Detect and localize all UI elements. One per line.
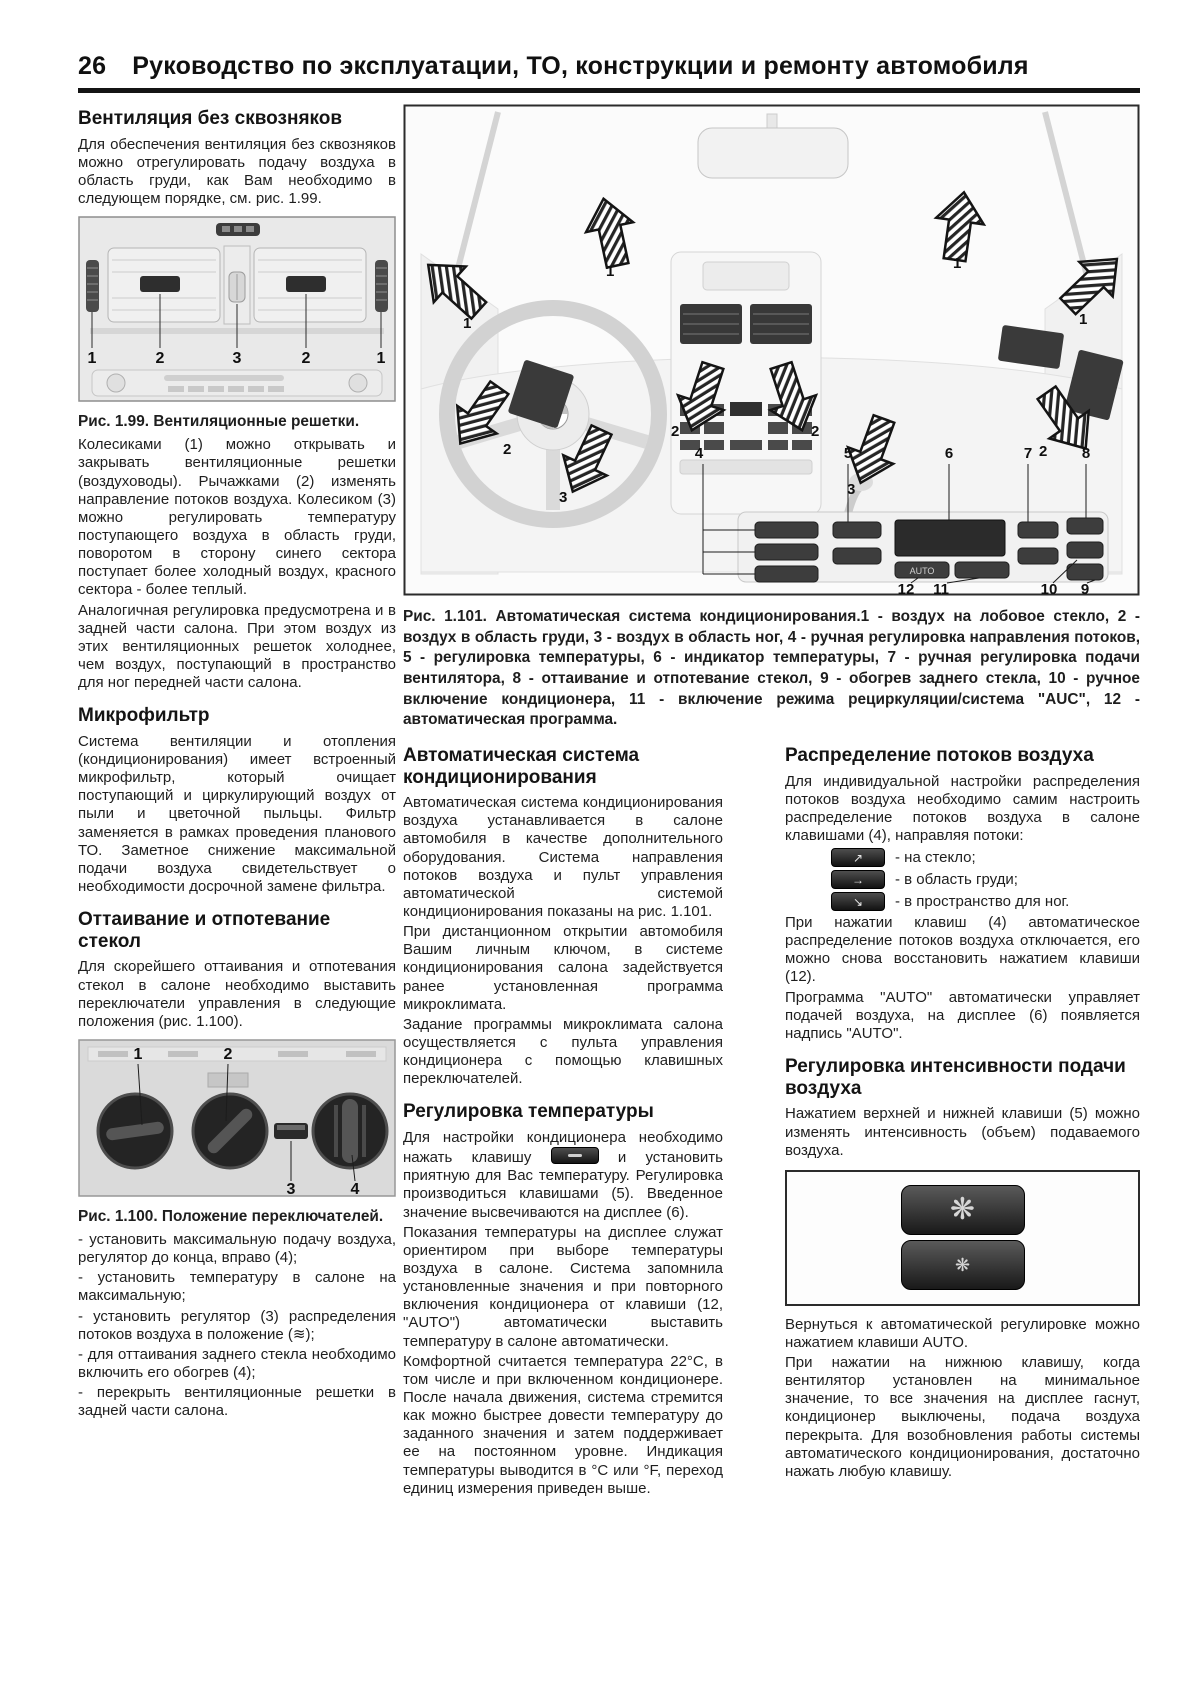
svg-text:12: 12	[897, 581, 915, 596]
svg-text:2: 2	[1039, 443, 1048, 460]
defrost-key	[1067, 518, 1103, 534]
paragraph: Вернуться к автоматической регулировке можно нажатием клавиши AUTO.	[785, 1315, 1140, 1351]
temp-up-key	[833, 522, 881, 538]
fan-down-key	[1018, 548, 1058, 564]
fig100-caption: Рис. 1.100. Положение переключателей.	[78, 1208, 384, 1225]
page-header	[78, 52, 1140, 93]
flow-key-windshield	[755, 522, 818, 538]
temperature-key-icon	[551, 1147, 599, 1164]
svg-text:2: 2	[811, 423, 820, 440]
temperature-display	[895, 520, 1005, 556]
section-heading-intensity: Регулировка интенсивности подачи воздуха	[785, 1056, 1126, 1099]
right-column	[785, 743, 1140, 1500]
paragraph: При нажатии клавиш (4) автоматическое распределение потоков воздуха отключается, его можно снова восстановить нажатием клавиши (12).	[785, 914, 1140, 986]
fig99-caption: Рис. 1.99. Вентиляционные решетки.	[78, 413, 360, 431]
svg-text:9: 9	[1080, 581, 1090, 596]
paragraph: Для обеспечения вентиляция без сквозняков можно отрегулировать подачу воздуха в область груди, как Вам необходимо в следующем порядке, см. рис. 1.99.	[78, 135, 396, 208]
paragraph: Для индивидуальной настройки распределения потоков воздуха необходимо самим настроить распределение потоков воздуха в салоне клавишами (4), направляя потоки:	[785, 772, 1140, 844]
flow-key-chest	[755, 544, 818, 560]
page-title: Руководство по эксплуатации, ТО, конструкции и ремонту автомобиля	[132, 52, 1029, 80]
svg-text:5: 5	[843, 445, 853, 462]
middle-column	[403, 743, 723, 1500]
svg-text:3: 3	[847, 481, 856, 498]
fan-decrease-key	[901, 1240, 1025, 1290]
feet-flow-key-icon: ↘	[831, 892, 885, 911]
list-item: - установить максимальную подачу воздуха, регулятор до конца, вправо (4);	[78, 1231, 396, 1267]
paragraph: Автоматическая система кондиционирования воздуха устанавливается в салоне автомобиля в качестве дополнительного оборудования. Система направления потоков воздуха и пульт управления автоматической системой кондиционирования показаны на рис. 1.101.	[403, 794, 723, 920]
paragraph: Система вентиляции и отопления (кондиционирования) имеет встроенный микрофильтр, который очищает поступающий и циркулирующий воздух от пыли и цветочной пыльцы. Фильтр заменяется в рамках проведения планового ТО. Заметное снижение максимальной подачи воздуха свидетельствует о необходимости досрочной замене фильтра.	[78, 732, 396, 895]
figure-1-99	[78, 216, 396, 432]
paragraph: При нажатии на нижнюю клавишу, когда вентилятор установлен на минимальное значение, то все значения на дисплее гаснут, кондиционер выключены, подача воздуха перекрыта. Для возобновления работы системы автоматического кондиционирования, достаточно нажать любую клавишу.	[785, 1354, 1140, 1480]
list-item: - для оттаивания заднего стекла необходимо включить его обогрев (4);	[78, 1345, 396, 1381]
section-heading-flow: Распределение потоков воздуха	[785, 744, 1094, 766]
list-item: - установить регулятор (3) распределения потоков воздуха в положение (≋);	[78, 1307, 396, 1343]
paragraph: Колесиками (1) можно открывать и закрывать вентиляционные решетки (воздуховоды). Рычажками (2) изменять направление потоков воздуха. Колесиком (3) можно регулировать температуру поступающего воздуха в область груди, поворотом в сторону синего сектора поступает более холодный воздух, красного сектора - более теплый.	[78, 436, 396, 599]
paragraph: При дистанционном открытии автомобиля Вашим личным ключом, в системе кондиционирования салона задействуется ранее установленная программа микроклимата.	[403, 923, 723, 1013]
fig100-label-2: 2	[223, 1046, 233, 1063]
control-knobs-illustration	[78, 1039, 396, 1197]
section-heading-defrost: Оттаивание и отпотевание стекол	[78, 909, 331, 952]
fan-increase-key	[901, 1185, 1025, 1235]
flow-option-windshield	[831, 848, 1140, 867]
svg-text:6: 6	[944, 445, 954, 462]
temp-down-key	[833, 548, 881, 564]
windshield-flow-key-icon: ↗	[831, 848, 885, 867]
fig100-label-3: 3	[286, 1181, 296, 1197]
fan-icon: ❋	[954, 1255, 971, 1276]
rear-defrost-key	[1067, 564, 1103, 580]
section-heading-ventilation: Вентиляция без сквозняков	[78, 108, 343, 129]
fan-up-key	[1018, 522, 1058, 538]
paragraph: Задание программы микроклимата салона осуществляется с пульта управления кондиционера с помощью клавишных переключателей.	[403, 1015, 723, 1088]
paragraph: Комфортной считается температура 22°C, в том числе и при включенном кондиционере. После начала движения, система стремится как можно быстрее довести температуру до заданного значения и затем поддерживает ее на постоянном уровне. Индикация температуры выводится в °C или °F, переход единиц измерения приведен выше.	[403, 1352, 723, 1497]
list-item: - перекрыть вентиляционные решетки в задней части салона.	[78, 1384, 396, 1420]
flow-option-chest	[831, 870, 1140, 889]
section-heading-temp: Регулировка температуры	[403, 1101, 654, 1123]
flow-key-feet	[755, 566, 818, 582]
fig99-label-2: 2	[155, 350, 165, 368]
fig100-label-4: 4	[350, 1181, 360, 1197]
svg-text:7: 7	[1023, 445, 1033, 462]
flow-option-label: - в пространство для ног.	[895, 893, 1070, 911]
right-area	[403, 104, 1140, 1500]
text-after-key: и установить приятную для Вас температуру. Регулировка производиться клавишами (5). Введенное значение высвечиваются на дисплее (6).	[403, 1149, 723, 1221]
svg-text:1: 1	[1079, 311, 1088, 328]
list-item: - установить температуру в салоне на максимальную;	[78, 1269, 396, 1305]
flow-option-feet	[831, 892, 1140, 911]
paragraph: Нажатием верхней и нижней клавиши (5) можно изменять интенсивность (объем) подаваемого воздуха.	[785, 1105, 1140, 1159]
auto-key-label: AUTO	[909, 566, 935, 576]
paragraph: Аналогичная регулировка предусмотрена и в задней части салона. При этом воздух из этих вентиляционных решеток холоднее, чем воздух, поступающий в пространство для ног передней части салона.	[78, 601, 396, 692]
fan-keys-figure	[785, 1170, 1140, 1306]
ac-key	[1067, 542, 1103, 558]
fig99-label-3: 3	[232, 350, 242, 368]
fan-icon: ❋	[949, 1193, 976, 1227]
paragraph: Программа "AUTO" автоматически управляет подачей воздуха, на дисплее (6) появляется надпись "AUTO".	[785, 988, 1140, 1042]
flow-option-label: - в область груди;	[895, 871, 1018, 889]
svg-text:2: 2	[671, 423, 680, 440]
fig100-label-1: 1	[133, 1046, 143, 1063]
section-heading-microfilter: Микрофильтр	[78, 705, 210, 727]
right-vent-lever	[286, 276, 326, 292]
climate-system-illustration	[403, 104, 1140, 596]
fig99-label-4: 2	[301, 350, 311, 368]
paragraph	[403, 1129, 723, 1222]
svg-text:8: 8	[1081, 445, 1091, 462]
fig99-label-1: 1	[87, 350, 97, 368]
svg-text:1: 1	[953, 255, 962, 272]
flow-option-label: - на стекло;	[895, 849, 976, 867]
svg-text:1: 1	[463, 315, 472, 332]
fig101-caption: Рис. 1.101. Автоматическая система кондиционирования.1 - воздух на лобовое стекло, 2 - воздух в область груди, 3 - воздух в область ног, 4 - ручная регулировка направления потоков, 5 - регулировка температуры, 6 - индикатор температуры, 7 - ручная регулировка подачи вентилятора, 8 - оттаивание и отпотевание стекол, 9 - обогрев заднего стекла, 10 - ручное включение кондиционера, 11 - включение режима рециркуляции/система "AUC", 12 - автоматическая программа.	[403, 608, 1140, 729]
left-vent-lever	[140, 276, 180, 292]
left-column	[78, 106, 396, 1422]
figure-1-100	[78, 1039, 396, 1227]
svg-text:3: 3	[559, 489, 568, 506]
paragraph: Показания температуры на дисплее служат ориентиром при выборе температуры воздуха в салоне. Система запомнила установленные значения и при повторного включения кондиционера от клавиши (12, "AUTO") автоматически выставить температуру в салоне автоматически.	[403, 1223, 723, 1350]
svg-text:4: 4	[694, 445, 704, 462]
paragraph: Для скорейшего оттаивания и отпотевания стекол в салоне необходимо выставить переключатели управления в следующие положения (рис. 1.100).	[78, 958, 396, 1030]
page-number: 26	[78, 52, 107, 80]
svg-text:1: 1	[606, 263, 615, 280]
recirculation-key	[955, 562, 1009, 578]
chest-flow-key-icon: →	[831, 870, 885, 889]
section-heading-auto-ac: Автоматическая система кондиционирования	[403, 744, 640, 788]
rearview-mirror	[698, 128, 848, 178]
fig99-label-5: 1	[376, 350, 386, 368]
vent-grilles-illustration	[78, 216, 396, 402]
svg-text:11: 11	[933, 581, 949, 596]
svg-text:2: 2	[503, 441, 512, 458]
svg-text:10: 10	[1040, 581, 1058, 596]
radio-panel	[92, 370, 382, 396]
text-before-key: Для настройки кондиционера необходимо нажать клавишу	[403, 1129, 723, 1167]
